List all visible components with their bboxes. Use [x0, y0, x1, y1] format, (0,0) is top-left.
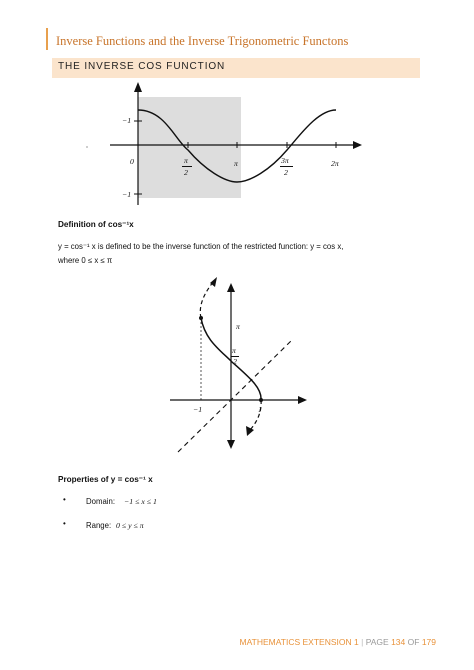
- definition-line-2: where 0 ≤ x ≤ π: [58, 256, 113, 265]
- domain-value: −1 ≤ x ≤ 1: [124, 497, 157, 506]
- y-tick-label-bottom: −1: [122, 190, 132, 199]
- section-title: THE INVERSE COS FUNCTION: [58, 61, 226, 72]
- y-label-pi-2-den: 2: [233, 357, 237, 366]
- footer-separator: |: [361, 637, 364, 647]
- definition-heading: Definition of cos⁻¹x: [58, 220, 134, 229]
- domain-label: Domain:: [86, 497, 116, 506]
- x-label-1: 1: [258, 405, 262, 414]
- origin-label: 0: [130, 157, 134, 166]
- y-label-pi-2-num: π: [232, 346, 236, 355]
- bullet-icon: •: [63, 519, 66, 528]
- x-label-pi-2-den: 2: [184, 168, 188, 177]
- endpoint-bottom: [259, 398, 263, 402]
- y-label-pi: π: [236, 322, 240, 331]
- y-tick-label-top: −1: [122, 116, 132, 125]
- footer-page-number: 134: [391, 637, 406, 647]
- x-label-neg1: −1: [193, 405, 203, 414]
- footer-page-word: PAGE: [365, 637, 389, 647]
- x-axis-2-arrow-icon: [298, 396, 307, 404]
- x-label-2pi: 2π: [331, 159, 339, 168]
- y-axis-2-bottom-arrow-icon: [227, 440, 235, 449]
- range-label: Range:: [86, 521, 112, 530]
- properties-heading: Properties of y = cos⁻¹ x: [58, 475, 153, 484]
- definition-line-1: y = cos⁻¹ x is defined to be the inverse function of the restricted function: y = cos x,: [58, 242, 344, 251]
- range-value: 0 ≤ y ≤ π: [116, 521, 144, 530]
- footer-of-word: OF: [407, 637, 420, 647]
- x-label-3pi-2-den: 2: [284, 168, 288, 177]
- curve-ext-top: [200, 281, 214, 318]
- footer-page-total: 179: [421, 637, 436, 647]
- x-label-3pi-2-num: 3π: [281, 156, 289, 165]
- x-label-pi: π: [234, 159, 238, 168]
- bullet-icon: •: [63, 495, 66, 504]
- page-footer: [240, 637, 436, 647]
- footer-subject: MATHEMATICS EXTENSION 1: [239, 637, 359, 647]
- y-axis-2-top-arrow-icon: [227, 283, 235, 292]
- page-header-title: Inverse Functions and the Inverse Trigonometric Functons: [56, 34, 349, 48]
- endpoint-top: [199, 316, 203, 320]
- x-label-pi-2-num: π: [184, 156, 188, 165]
